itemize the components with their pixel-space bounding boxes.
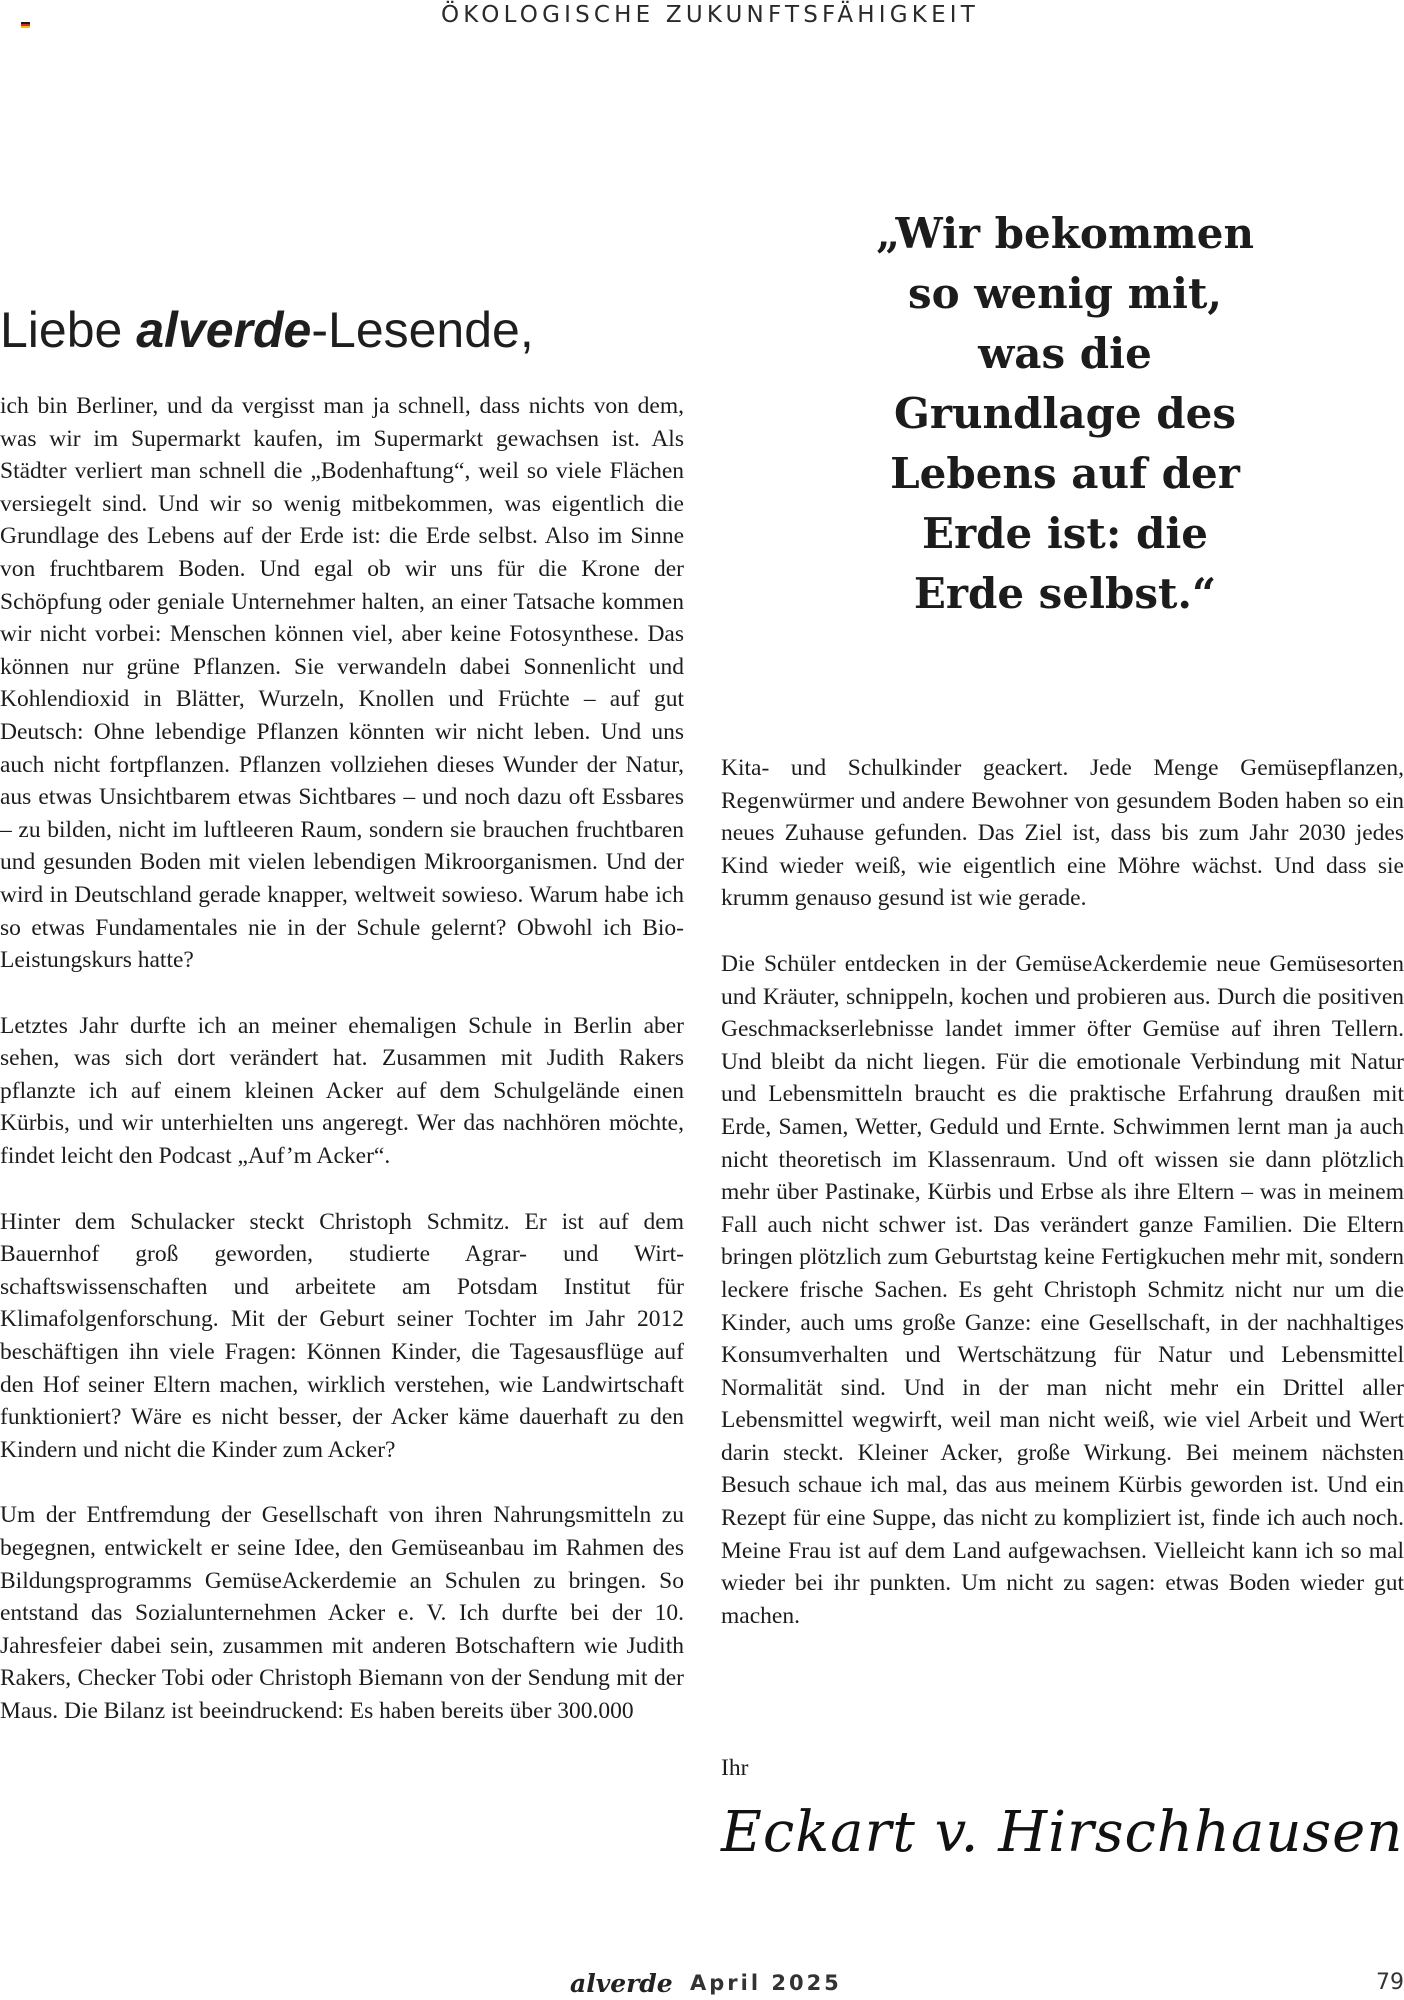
signature: Eckart v. Hirschhausen [721, 1800, 1404, 1865]
left-paragraph-2: Letztes Jahr durfte ich an meiner ehemaligen Schule in Berlin aber sehen, was sich dort verändert hat. Zusammen mit Judith Rakers pflanzte ich auf einem kleinen Acker auf dem Schulgelände einen Kürbis, und wir unterhielten uns angeregt. Wer das nachhören möchte, findet leicht den Podcast „Auf’m Acker“. [0, 1012, 684, 1170]
closing-text: Ihr [721, 1755, 749, 1781]
section-header: ÖKOLOGISCHE ZUKUNFTSFÄHIGKEIT [440, 2, 980, 28]
footer-brand-logo: alverde [570, 1969, 673, 1998]
pull-quote: „Wir bekommen so wenig mit, was die Grundlage des Lebens auf der Erde ist: die Erde selbst.“ [875, 209, 1255, 618]
right-column [721, 752, 1404, 1665]
greeting-prefix: Liebe [0, 302, 137, 358]
left-column [0, 390, 684, 1761]
footer-date: April 2025 [690, 1971, 842, 1995]
left-paragraph-4: Um der Entfremdung der Gesellschaft von ihren Nahrungsmitteln zu begegnen, entwickelt er seine Idee, den Gemüseanbau im Rahmen des Bildungsprogramms GemüseAckerdemie an Schulen zu bringen. So entstand das Sozialunternehmen Acker e. V. Ich durfte bei der 10. Jahresfeier dabei sein, zusammen mit anderen Botschaftern wie Judith Rakers, Checker Tobi oder Christoph Biemann von der Sendung mit der Maus. Die Bilanz ist beeindruckend: Es haben bereits über 300.000 [0, 1502, 684, 1724]
greeting-brand: alverde [136, 302, 312, 358]
page-number: 79 [1376, 1970, 1404, 1995]
flag-icon [21, 22, 30, 28]
left-paragraph-1: ich bin Berliner, und da vergisst man ja schnell, dass nichts von dem, was wir im Supermarkt kaufen, im Supermarkt gewachsen ist. Als Städter verliert man schnell die „Bodenhaftung“, weil so viele Flächen versiegelt sind. Und wir so wenig mitbekommen, was eigentlich die Grundlage des Lebens auf der Erde ist: die Erde selbst. Also im Sinne von fruchtbarem Boden. Und egal ob wir uns für die Krone der Schöpfung oder geniale Unternehmer halten, an einer Tatsache kommen wir nicht vorbei: Menschen können viel, aber keine Fotosynthese. Das können nur grüne Pflanzen. Sie verwandeln dabei Sonnenlicht und Kohlendioxid in Blätter, Wurzeln, Knollen und Früchte – auf gut Deutsch: Ohne lebendige Pflanzen könnten wir nicht leben. Und uns auch nicht fortpflanzen. Pflanzen vollziehen dieses Wunder der Natur, aus etwas Unsichtbarem etwas Sichtbares – und noch dazu oft Essbares – zu bilden, nicht im luftleeren Raum, sondern sie brauchen fruchtbaren und gesunden Boden mit vielen lebendigen Mikroorganismen. Und der wird in Deutschland gerade knapper, weltweit sowieso. Warum habe ich so etwas Fundamentales nie in der Schule gelernt? Obwohl ich Bio-Leistungskurs hatte? [0, 393, 684, 974]
right-paragraph-2: Die Schüler entdecken in der GemüseAckerdemie neue Gemüsesorten und Kräuter, schnippeln, kochen und probieren aus. Durch die positiven Geschmackserlebnisse landet immer öfter Gemüse auf ihren Tellern. Und bleibt da nicht liegen. Für die emotionale Verbindung mit Natur und Lebensmitteln braucht es die praktische Erfahrung draußen mit Erde, Samen, Wetter, Geduld und Ernte. Schwimmen lernt man ja auch nicht theoretisch im Klassenraum. Und oft wissen sie dann plötzlich mehr über Pastinake, Kürbis und Erbse als ihre Eltern – was in meinem Fall auch nicht schwer ist. Das verändert ganze Familien. Die Eltern bringen plötzlich zum Geburtstag keine Fertigkuchen mehr mit, sondern leckere frische Sachen. Es geht Christoph Schmitz nicht nur um die Kinder, auch ums große Ganze: eine Gesellschaft, in der nachhaltiges Konsumverhalten und Wertschätzung für Natur und Lebensmittel Normalität sind. Und in der man nicht mehr ein Drittel aller Lebensmittel wegwirft, weil man nicht weiß, wie viel Arbeit und Wert darin steckt. Kleiner Acker, große Wirkung. Bei meinem nächsten Besuch schaue ich mal, das aus meinem Kürbis geworden ist. Und ein Rezept für eine Suppe, das nicht zu kompliziert ist, finde ich auch noch. Meine Frau ist auf dem Land aufgewachsen. Vielleicht kann ich so mal wieder bei ihr punkten. Um nicht zu sagen: etwas Boden wieder gut machen. [721, 950, 1404, 1629]
greeting-suffix: -Lesende, [311, 302, 534, 358]
right-paragraph-1: Kita- und Schulkinder geackert. Jede Menge Gemüsepflanzen, Regenwürmer und andere Bewohner von gesundem Boden haben so ein neues Zuhause gefunden. Das Ziel ist, dass bis zum Jahr 2030 jedes Kind wieder weiß, wie eigentlich eine Möhre wächst. Und dass sie krumm genauso gesund ist wie gerade. [721, 755, 1404, 912]
greeting-heading [0, 300, 534, 360]
left-paragraph-3: Hinter dem Schulacker steckt Christoph Schmitz. Er ist auf dem Bauernhof groß geworden, studierte Agrar- und Wirtschaftswissenschaften und arbeitete am Potsdam Institut für Klimafolgenforschung. Mit der Geburt seiner Tochter im Jahr 2012 beschäftigen ihn viele Fragen: Können Kinder, die Tagesausflüge auf den Hof seiner Eltern machen, wirklich verstehen, wie Landwirtschaft funktioniert? Wäre es nicht besser, der Acker käme dauerhaft zu den Kindern und nicht die Kinder zum Acker? [0, 1208, 684, 1463]
flag-stripe-bottom [21, 26, 30, 28]
